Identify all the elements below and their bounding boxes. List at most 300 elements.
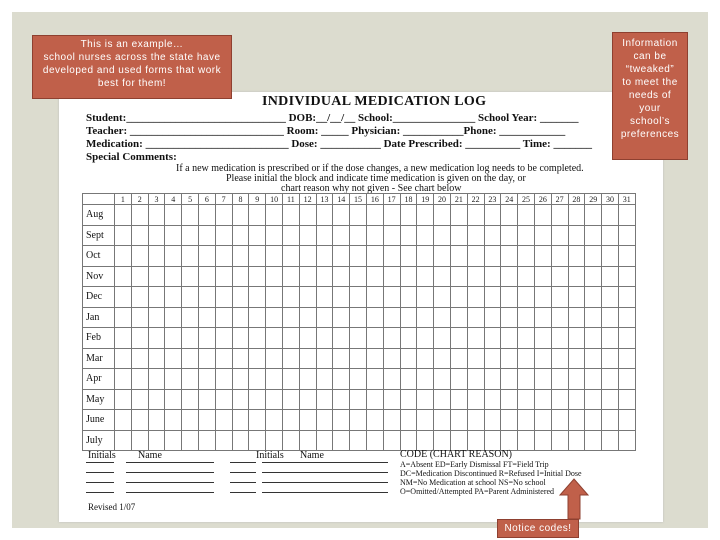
day-cell[interactable] <box>484 225 501 246</box>
day-cell[interactable] <box>585 348 602 369</box>
day-cell[interactable] <box>585 205 602 226</box>
day-cell[interactable] <box>131 389 148 410</box>
day-cell[interactable] <box>115 205 132 226</box>
day-cell[interactable] <box>333 307 350 328</box>
day-cell[interactable] <box>316 369 333 390</box>
day-cell[interactable] <box>282 389 299 410</box>
day-cell[interactable] <box>366 369 383 390</box>
day-cell[interactable] <box>467 369 484 390</box>
day-cell[interactable] <box>215 246 232 267</box>
day-cell[interactable] <box>350 348 367 369</box>
day-cell[interactable] <box>182 430 199 451</box>
day-cell[interactable] <box>366 389 383 410</box>
day-cell[interactable] <box>501 430 518 451</box>
day-cell[interactable] <box>115 225 132 246</box>
day-cell[interactable] <box>249 328 266 349</box>
day-cell[interactable] <box>534 369 551 390</box>
day-cell[interactable] <box>198 287 215 308</box>
day-cell[interactable] <box>266 266 283 287</box>
day-cell[interactable] <box>282 287 299 308</box>
day-cell[interactable] <box>618 246 635 267</box>
day-cell[interactable] <box>383 266 400 287</box>
day-cell[interactable] <box>568 307 585 328</box>
day-cell[interactable] <box>484 389 501 410</box>
day-cell[interactable] <box>182 287 199 308</box>
day-cell[interactable] <box>585 307 602 328</box>
day-cell[interactable] <box>618 389 635 410</box>
day-cell[interactable] <box>434 205 451 226</box>
day-cell[interactable] <box>249 307 266 328</box>
day-cell[interactable] <box>518 266 535 287</box>
day-cell[interactable] <box>534 389 551 410</box>
day-cell[interactable] <box>182 266 199 287</box>
day-cell[interactable] <box>501 410 518 431</box>
day-cell[interactable] <box>585 246 602 267</box>
day-cell[interactable] <box>131 369 148 390</box>
day-cell[interactable] <box>148 266 165 287</box>
day-cell[interactable] <box>148 246 165 267</box>
day-cell[interactable] <box>131 328 148 349</box>
day-cell[interactable] <box>299 205 316 226</box>
day-cell[interactable] <box>131 246 148 267</box>
day-cell[interactable] <box>518 328 535 349</box>
day-cell[interactable] <box>585 328 602 349</box>
day-cell[interactable] <box>299 389 316 410</box>
day-cell[interactable] <box>266 389 283 410</box>
day-cell[interactable] <box>115 410 132 431</box>
day-cell[interactable] <box>450 430 467 451</box>
day-cell[interactable] <box>350 307 367 328</box>
day-cell[interactable] <box>249 389 266 410</box>
day-cell[interactable] <box>366 328 383 349</box>
day-cell[interactable] <box>299 287 316 308</box>
day-cell[interactable] <box>467 225 484 246</box>
day-cell[interactable] <box>551 430 568 451</box>
day-cell[interactable] <box>115 266 132 287</box>
day-cell[interactable] <box>518 307 535 328</box>
day-cell[interactable] <box>350 389 367 410</box>
day-cell[interactable] <box>534 348 551 369</box>
day-cell[interactable] <box>148 348 165 369</box>
day-cell[interactable] <box>568 348 585 369</box>
day-cell[interactable] <box>165 266 182 287</box>
day-cell[interactable] <box>316 410 333 431</box>
day-cell[interactable] <box>182 389 199 410</box>
day-cell[interactable] <box>383 205 400 226</box>
day-cell[interactable] <box>215 328 232 349</box>
day-cell[interactable] <box>182 205 199 226</box>
day-cell[interactable] <box>534 287 551 308</box>
day-cell[interactable] <box>484 430 501 451</box>
day-cell[interactable] <box>232 410 249 431</box>
day-cell[interactable] <box>450 266 467 287</box>
day-cell[interactable] <box>182 225 199 246</box>
day-cell[interactable] <box>602 246 619 267</box>
day-cell[interactable] <box>501 307 518 328</box>
day-cell[interactable] <box>333 205 350 226</box>
day-cell[interactable] <box>299 369 316 390</box>
day-cell[interactable] <box>249 430 266 451</box>
day-cell[interactable] <box>115 328 132 349</box>
day-cell[interactable] <box>434 266 451 287</box>
day-cell[interactable] <box>602 266 619 287</box>
day-cell[interactable] <box>484 328 501 349</box>
day-cell[interactable] <box>299 328 316 349</box>
day-cell[interactable] <box>333 410 350 431</box>
day-cell[interactable] <box>350 328 367 349</box>
day-cell[interactable] <box>249 266 266 287</box>
day-cell[interactable] <box>551 328 568 349</box>
day-cell[interactable] <box>467 287 484 308</box>
day-cell[interactable] <box>467 266 484 287</box>
day-cell[interactable] <box>551 205 568 226</box>
day-cell[interactable] <box>450 307 467 328</box>
day-cell[interactable] <box>467 389 484 410</box>
day-cell[interactable] <box>215 369 232 390</box>
day-cell[interactable] <box>484 266 501 287</box>
day-cell[interactable] <box>249 246 266 267</box>
day-cell[interactable] <box>618 410 635 431</box>
day-cell[interactable] <box>568 246 585 267</box>
day-cell[interactable] <box>417 410 434 431</box>
day-cell[interactable] <box>299 266 316 287</box>
day-cell[interactable] <box>165 389 182 410</box>
day-cell[interactable] <box>282 348 299 369</box>
day-cell[interactable] <box>165 287 182 308</box>
day-cell[interactable] <box>434 307 451 328</box>
day-cell[interactable] <box>148 369 165 390</box>
day-cell[interactable] <box>434 410 451 431</box>
day-cell[interactable] <box>249 410 266 431</box>
day-cell[interactable] <box>534 225 551 246</box>
day-cell[interactable] <box>266 410 283 431</box>
day-cell[interactable] <box>450 287 467 308</box>
day-cell[interactable] <box>215 410 232 431</box>
day-cell[interactable] <box>484 246 501 267</box>
day-cell[interactable] <box>618 225 635 246</box>
day-cell[interactable] <box>551 287 568 308</box>
day-cell[interactable] <box>417 307 434 328</box>
day-cell[interactable] <box>400 328 417 349</box>
day-cell[interactable] <box>316 246 333 267</box>
day-cell[interactable] <box>551 410 568 431</box>
day-cell[interactable] <box>148 205 165 226</box>
day-cell[interactable] <box>602 307 619 328</box>
day-cell[interactable] <box>115 246 132 267</box>
day-cell[interactable] <box>165 225 182 246</box>
day-cell[interactable] <box>434 389 451 410</box>
day-cell[interactable] <box>501 287 518 308</box>
day-cell[interactable] <box>568 389 585 410</box>
day-cell[interactable] <box>266 348 283 369</box>
day-cell[interactable] <box>350 246 367 267</box>
day-cell[interactable] <box>215 225 232 246</box>
day-cell[interactable] <box>534 246 551 267</box>
day-cell[interactable] <box>417 205 434 226</box>
day-cell[interactable] <box>282 246 299 267</box>
day-cell[interactable] <box>602 430 619 451</box>
day-cell[interactable] <box>249 348 266 369</box>
day-cell[interactable] <box>568 410 585 431</box>
day-cell[interactable] <box>602 348 619 369</box>
day-cell[interactable] <box>282 205 299 226</box>
day-cell[interactable] <box>316 307 333 328</box>
day-cell[interactable] <box>518 348 535 369</box>
day-cell[interactable] <box>602 225 619 246</box>
day-cell[interactable] <box>232 287 249 308</box>
day-cell[interactable] <box>400 205 417 226</box>
day-cell[interactable] <box>400 307 417 328</box>
day-cell[interactable] <box>350 410 367 431</box>
day-cell[interactable] <box>215 430 232 451</box>
day-cell[interactable] <box>501 266 518 287</box>
day-cell[interactable] <box>198 246 215 267</box>
day-cell[interactable] <box>434 328 451 349</box>
day-cell[interactable] <box>165 307 182 328</box>
day-cell[interactable] <box>182 410 199 431</box>
day-cell[interactable] <box>282 266 299 287</box>
day-cell[interactable] <box>115 369 132 390</box>
day-cell[interactable] <box>333 246 350 267</box>
day-cell[interactable] <box>366 246 383 267</box>
day-cell[interactable] <box>400 430 417 451</box>
day-cell[interactable] <box>249 369 266 390</box>
day-cell[interactable] <box>518 410 535 431</box>
day-cell[interactable] <box>551 369 568 390</box>
day-cell[interactable] <box>585 410 602 431</box>
day-cell[interactable] <box>618 348 635 369</box>
day-cell[interactable] <box>366 225 383 246</box>
day-cell[interactable] <box>434 287 451 308</box>
day-cell[interactable] <box>148 328 165 349</box>
day-cell[interactable] <box>534 307 551 328</box>
day-cell[interactable] <box>400 369 417 390</box>
day-cell[interactable] <box>450 389 467 410</box>
day-cell[interactable] <box>450 225 467 246</box>
day-cell[interactable] <box>316 225 333 246</box>
day-cell[interactable] <box>484 287 501 308</box>
day-cell[interactable] <box>417 287 434 308</box>
day-cell[interactable] <box>518 287 535 308</box>
day-cell[interactable] <box>467 307 484 328</box>
day-cell[interactable] <box>131 430 148 451</box>
day-cell[interactable] <box>148 430 165 451</box>
day-cell[interactable] <box>551 348 568 369</box>
day-cell[interactable] <box>131 266 148 287</box>
day-cell[interactable] <box>484 410 501 431</box>
day-cell[interactable] <box>115 307 132 328</box>
day-cell[interactable] <box>366 287 383 308</box>
day-cell[interactable] <box>198 430 215 451</box>
day-cell[interactable] <box>400 246 417 267</box>
day-cell[interactable] <box>383 389 400 410</box>
day-cell[interactable] <box>299 225 316 246</box>
day-cell[interactable] <box>602 205 619 226</box>
day-cell[interactable] <box>366 266 383 287</box>
day-cell[interactable] <box>417 348 434 369</box>
day-cell[interactable] <box>249 205 266 226</box>
day-cell[interactable] <box>585 266 602 287</box>
day-cell[interactable] <box>282 225 299 246</box>
day-cell[interactable] <box>383 348 400 369</box>
day-cell[interactable] <box>182 307 199 328</box>
day-cell[interactable] <box>333 348 350 369</box>
day-cell[interactable] <box>316 266 333 287</box>
day-cell[interactable] <box>366 205 383 226</box>
day-cell[interactable] <box>467 348 484 369</box>
day-cell[interactable] <box>198 348 215 369</box>
day-cell[interactable] <box>585 287 602 308</box>
day-cell[interactable] <box>182 369 199 390</box>
day-cell[interactable] <box>165 430 182 451</box>
day-cell[interactable] <box>198 410 215 431</box>
day-cell[interactable] <box>417 225 434 246</box>
day-cell[interactable] <box>518 430 535 451</box>
day-cell[interactable] <box>198 389 215 410</box>
day-cell[interactable] <box>518 225 535 246</box>
day-cell[interactable] <box>148 225 165 246</box>
day-cell[interactable] <box>450 410 467 431</box>
day-cell[interactable] <box>316 348 333 369</box>
day-cell[interactable] <box>400 266 417 287</box>
day-cell[interactable] <box>232 307 249 328</box>
day-cell[interactable] <box>618 369 635 390</box>
day-cell[interactable] <box>501 348 518 369</box>
day-cell[interactable] <box>434 225 451 246</box>
day-cell[interactable] <box>518 369 535 390</box>
day-cell[interactable] <box>467 328 484 349</box>
day-cell[interactable] <box>215 205 232 226</box>
day-cell[interactable] <box>333 225 350 246</box>
day-cell[interactable] <box>400 287 417 308</box>
day-cell[interactable] <box>484 369 501 390</box>
day-cell[interactable] <box>165 205 182 226</box>
day-cell[interactable] <box>115 389 132 410</box>
day-cell[interactable] <box>282 307 299 328</box>
day-cell[interactable] <box>182 246 199 267</box>
day-cell[interactable] <box>484 348 501 369</box>
day-cell[interactable] <box>350 266 367 287</box>
day-cell[interactable] <box>467 205 484 226</box>
day-cell[interactable] <box>417 328 434 349</box>
day-cell[interactable] <box>602 328 619 349</box>
day-cell[interactable] <box>350 287 367 308</box>
day-cell[interactable] <box>333 369 350 390</box>
day-cell[interactable] <box>266 225 283 246</box>
day-cell[interactable] <box>467 430 484 451</box>
day-cell[interactable] <box>417 266 434 287</box>
day-cell[interactable] <box>602 389 619 410</box>
day-cell[interactable] <box>316 205 333 226</box>
day-cell[interactable] <box>366 348 383 369</box>
day-cell[interactable] <box>316 430 333 451</box>
day-cell[interactable] <box>551 246 568 267</box>
day-cell[interactable] <box>568 287 585 308</box>
day-cell[interactable] <box>198 225 215 246</box>
day-cell[interactable] <box>232 266 249 287</box>
day-cell[interactable] <box>551 307 568 328</box>
day-cell[interactable] <box>131 348 148 369</box>
day-cell[interactable] <box>585 389 602 410</box>
day-cell[interactable] <box>450 369 467 390</box>
day-cell[interactable] <box>232 369 249 390</box>
day-cell[interactable] <box>534 328 551 349</box>
day-cell[interactable] <box>198 328 215 349</box>
day-cell[interactable] <box>383 225 400 246</box>
day-cell[interactable] <box>585 430 602 451</box>
day-cell[interactable] <box>148 410 165 431</box>
day-cell[interactable] <box>115 287 132 308</box>
day-cell[interactable] <box>501 205 518 226</box>
day-cell[interactable] <box>333 389 350 410</box>
day-cell[interactable] <box>282 410 299 431</box>
day-cell[interactable] <box>467 410 484 431</box>
day-cell[interactable] <box>383 328 400 349</box>
day-cell[interactable] <box>165 328 182 349</box>
day-cell[interactable] <box>618 328 635 349</box>
day-cell[interactable] <box>350 369 367 390</box>
day-cell[interactable] <box>383 246 400 267</box>
day-cell[interactable] <box>131 287 148 308</box>
day-cell[interactable] <box>182 328 199 349</box>
day-cell[interactable] <box>333 328 350 349</box>
day-cell[interactable] <box>366 430 383 451</box>
day-cell[interactable] <box>417 369 434 390</box>
day-cell[interactable] <box>501 369 518 390</box>
day-cell[interactable] <box>383 307 400 328</box>
day-cell[interactable] <box>534 266 551 287</box>
day-cell[interactable] <box>215 287 232 308</box>
day-cell[interactable] <box>501 389 518 410</box>
day-cell[interactable] <box>165 410 182 431</box>
day-cell[interactable] <box>316 328 333 349</box>
day-cell[interactable] <box>585 369 602 390</box>
day-cell[interactable] <box>434 246 451 267</box>
day-cell[interactable] <box>232 328 249 349</box>
day-cell[interactable] <box>165 246 182 267</box>
day-cell[interactable] <box>266 287 283 308</box>
day-cell[interactable] <box>266 430 283 451</box>
day-cell[interactable] <box>534 410 551 431</box>
day-cell[interactable] <box>602 287 619 308</box>
day-cell[interactable] <box>299 246 316 267</box>
day-cell[interactable] <box>383 287 400 308</box>
day-cell[interactable] <box>350 205 367 226</box>
day-cell[interactable] <box>131 205 148 226</box>
day-cell[interactable] <box>618 287 635 308</box>
day-cell[interactable] <box>467 246 484 267</box>
day-cell[interactable] <box>400 348 417 369</box>
day-cell[interactable] <box>333 287 350 308</box>
day-cell[interactable] <box>383 430 400 451</box>
day-cell[interactable] <box>551 266 568 287</box>
day-cell[interactable] <box>148 287 165 308</box>
day-cell[interactable] <box>316 287 333 308</box>
day-cell[interactable] <box>518 205 535 226</box>
day-cell[interactable] <box>131 410 148 431</box>
day-cell[interactable] <box>232 348 249 369</box>
day-cell[interactable] <box>115 430 132 451</box>
day-cell[interactable] <box>568 225 585 246</box>
day-cell[interactable] <box>417 430 434 451</box>
day-cell[interactable] <box>266 369 283 390</box>
day-cell[interactable] <box>585 225 602 246</box>
day-cell[interactable] <box>266 328 283 349</box>
day-cell[interactable] <box>165 369 182 390</box>
day-cell[interactable] <box>350 430 367 451</box>
day-cell[interactable] <box>400 389 417 410</box>
day-cell[interactable] <box>266 246 283 267</box>
